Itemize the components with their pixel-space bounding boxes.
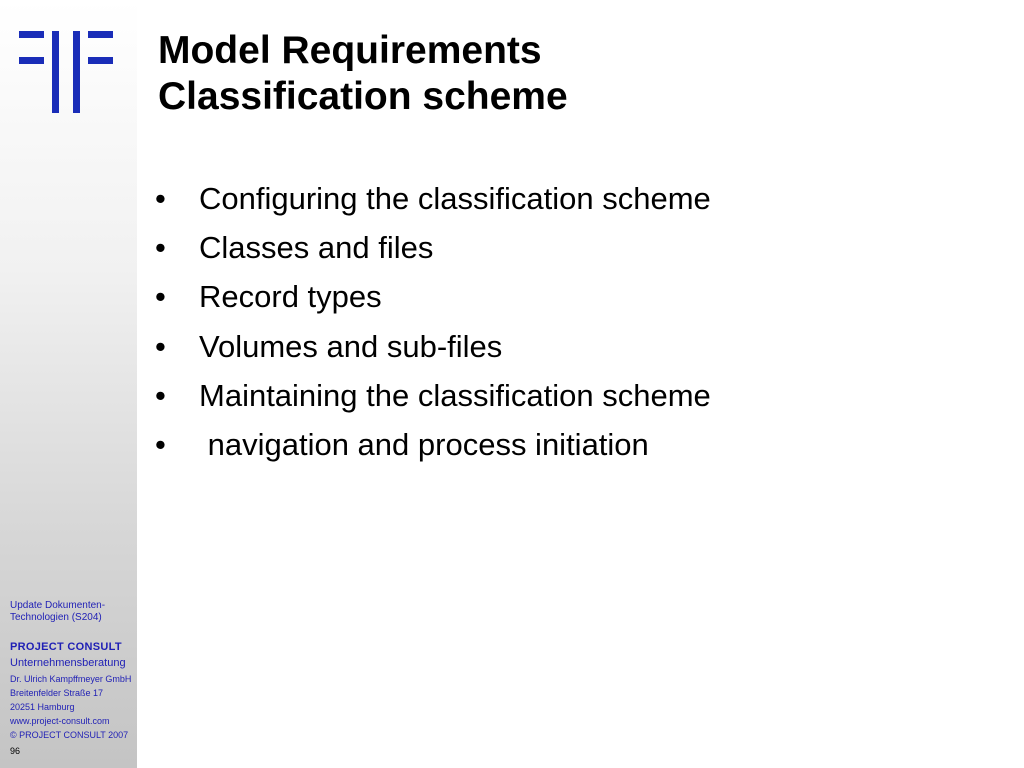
bullet-text: Volumes and sub-files (199, 328, 503, 364)
bullet-item (155, 322, 711, 371)
bullet-item (155, 223, 711, 272)
bullet-text: navigation and process initiation (199, 426, 649, 462)
bullet-text: Configuring the classification scheme (199, 181, 711, 216)
slide-title (158, 28, 568, 120)
bullet-item (155, 420, 711, 469)
bullet-text: Classes and files (199, 230, 434, 266)
slide-title-line2: Classification scheme (158, 75, 568, 118)
footer-website[interactable]: www.project-consult.com (10, 715, 110, 726)
footer-course-line1: Update Dokumenten- (10, 600, 106, 611)
bullet-item (155, 371, 711, 420)
bullet-text: Record types (199, 279, 382, 315)
bullet-text: Maintaining the classification scheme (199, 377, 711, 413)
footer-info (10, 600, 135, 758)
bullet-icon: • (155, 230, 166, 266)
page-number: 96 (10, 745, 21, 756)
bullet-icon: • (155, 181, 166, 216)
footer-company: PROJECT CONSULT (10, 640, 122, 653)
footer-division: Unternehmensberatung (10, 656, 126, 669)
bullet-icon: • (155, 426, 166, 462)
sidebar (0, 0, 137, 768)
bullet-icon: • (155, 377, 166, 413)
bullet-item (155, 272, 711, 321)
footer-course-line2: Technologien (S204) (10, 612, 102, 624)
footer-owner: Dr. Ulrich Kampffmeyer GmbH (10, 673, 132, 684)
footer-street: Breitenfelder Straße 17 (10, 687, 104, 698)
footer-city: 20251 Hamburg (10, 701, 75, 712)
bullet-item (155, 174, 711, 223)
project-consult-logo-icon (19, 31, 113, 113)
footer-copyright: © PROJECT CONSULT 2007 (10, 729, 129, 740)
bullet-icon: • (155, 279, 166, 315)
bullet-icon: • (155, 328, 166, 364)
bullet-list (155, 174, 711, 469)
slide-title-line1: Model Requirements (158, 29, 542, 72)
footer-course (10, 600, 135, 625)
